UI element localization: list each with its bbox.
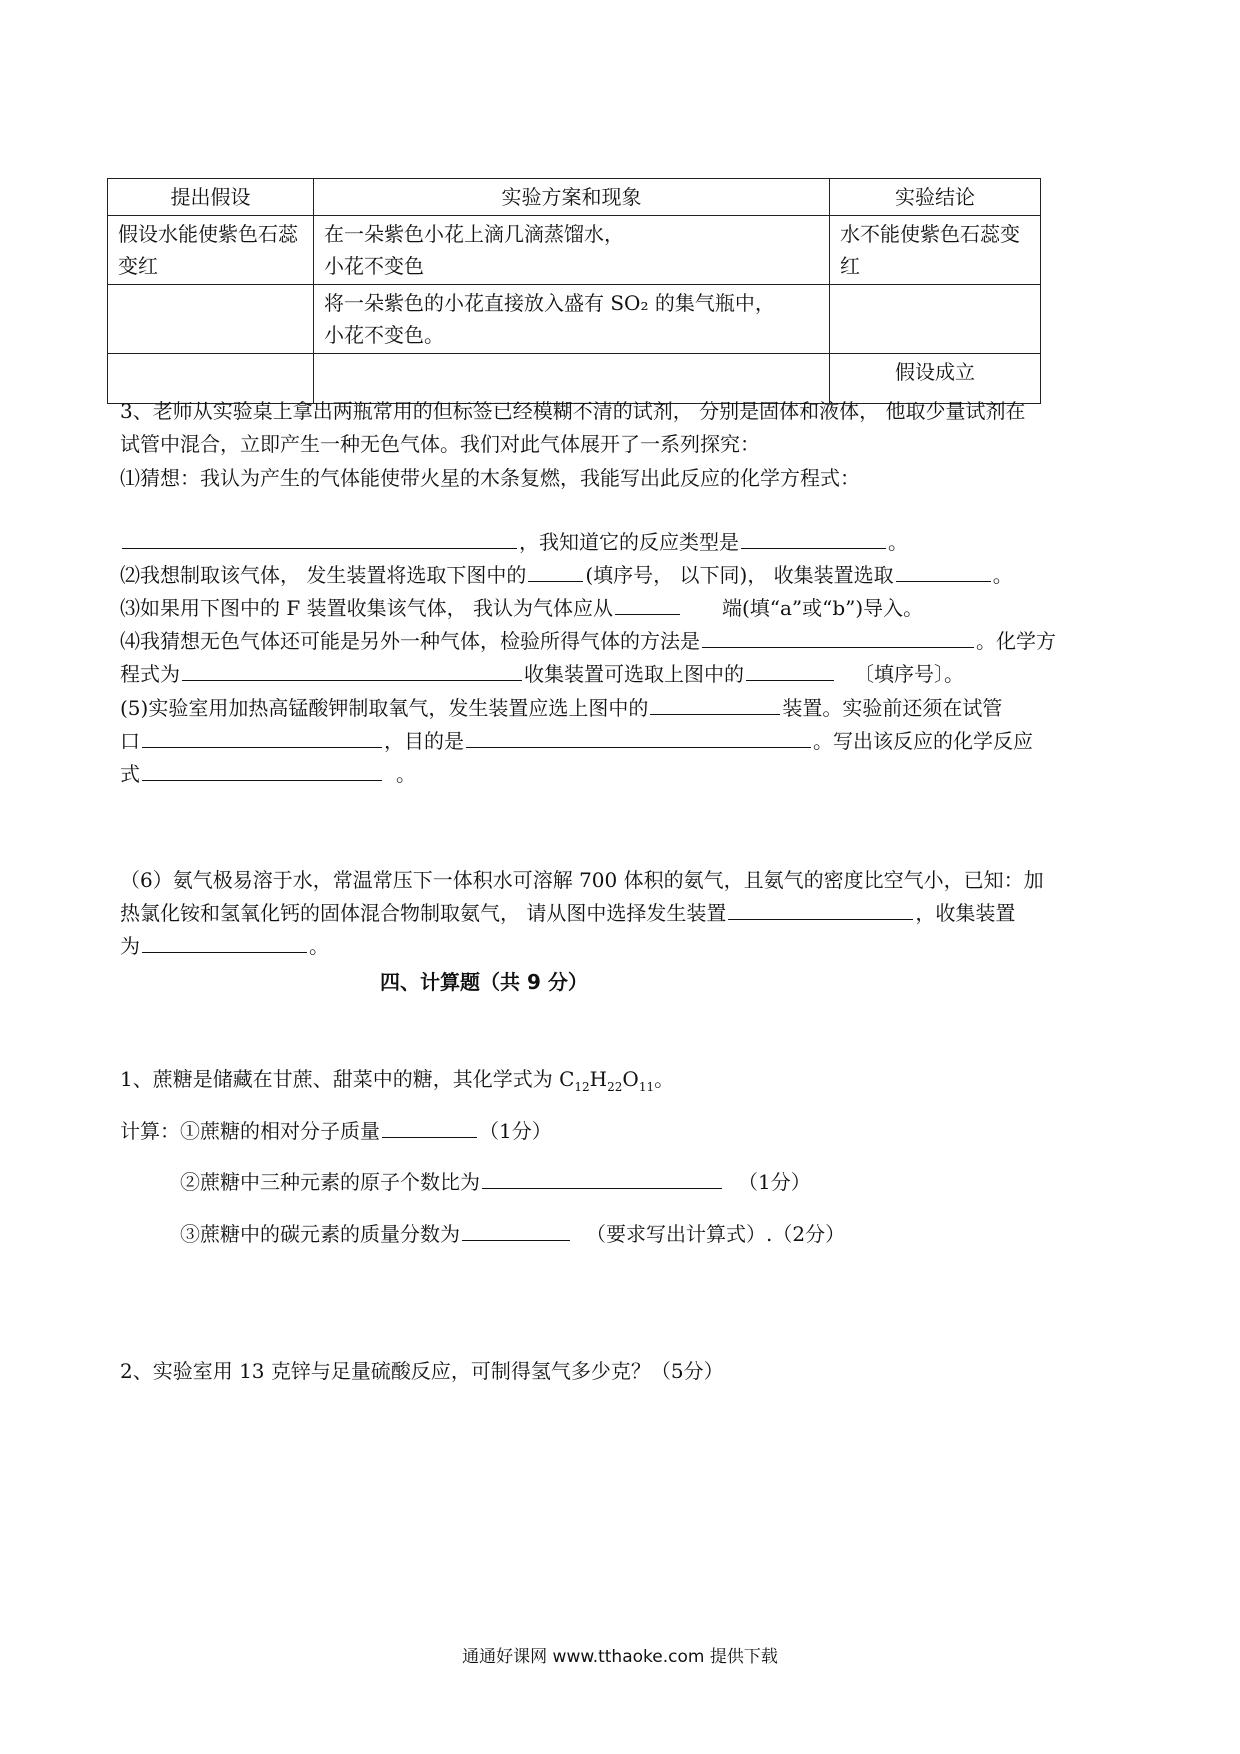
period: 。 xyxy=(654,1067,675,1091)
part4-text-e: 〔填序号〕。 xyxy=(854,662,964,686)
formula-h: H xyxy=(589,1067,608,1091)
calc-item3-score: （要求写出计算式）.（2分） xyxy=(586,1222,846,1246)
inlet-blank[interactable] xyxy=(615,592,680,615)
carbon-fraction-blank[interactable] xyxy=(462,1218,570,1241)
row1-plan-line1: 在一朵紫色小花上滴几滴蒸馏水， xyxy=(324,222,624,246)
q3-part6: （6）氨气极易溶于水，常温常压下一体积水可溶解 700 体积的氨气，且氨气的密度比空气小，已知：加 xyxy=(120,868,1044,892)
calc-item2-score: （1分） xyxy=(738,1170,811,1194)
atom-ratio-blank[interactable] xyxy=(482,1166,722,1189)
formula-sub3: 11 xyxy=(638,1080,655,1094)
row1-conclusion: 水不能使紫色石蕊变红 xyxy=(830,216,1041,285)
part2-text: ⑵我想制取该气体， 发生装置将选取下图中的 xyxy=(120,563,527,587)
header-conclusion: 实验结论 xyxy=(830,179,1041,216)
calc1-intro xyxy=(120,1063,1130,1104)
part4-text: ⑷我猜想无色气体还可能是另外一种气体，检验所得气体的方法是 xyxy=(120,629,700,653)
part5-text: (5)实验室用加热高锰酸钾制取氧气，发生装置应选上图中的 xyxy=(120,696,649,720)
part5-text-b: 装置。实验前还须在试管 xyxy=(782,696,1003,720)
q3-part3 xyxy=(120,592,1130,625)
table-row xyxy=(108,216,1041,285)
calc1-item2 xyxy=(180,1166,1190,1199)
part3-text: ⑶如果用下图中的 F 装置收集该气体， 我认为气体应从 xyxy=(120,596,613,620)
q3-part4 xyxy=(120,625,1130,658)
calc1-item1 xyxy=(120,1115,1130,1148)
tube-mouth-blank[interactable] xyxy=(142,725,382,748)
part4-text-b: 。化学方 xyxy=(976,629,1056,653)
part5-text-f: 式 xyxy=(120,762,140,786)
q3-part1: ⑴猜想：我认为产生的气体能使带火星的木条复燃，我能写出此反应的化学方程式： xyxy=(120,466,860,490)
period: 。 xyxy=(888,530,908,554)
part5-text-d: ，目的是 xyxy=(384,729,464,753)
reaction-type-blank[interactable] xyxy=(741,526,886,549)
kmno4-equation-blank[interactable] xyxy=(142,758,382,781)
header-hypothesis: 提出假设 xyxy=(108,179,314,216)
molecular-mass-blank[interactable] xyxy=(382,1115,477,1138)
table-header-row xyxy=(108,179,1041,216)
part4-text-d: 收集装置可选取上图中的 xyxy=(524,662,744,686)
q3-intro-line1: 3、老师从实验桌上拿出两瓶常用的但标签已经模糊不清的试剂， 分别是固体和液体， 他取少量试剂在 xyxy=(120,399,1026,423)
header-plan: 实验方案和现象 xyxy=(314,179,830,216)
row1-plan-line2: 小花不变色 xyxy=(324,254,424,278)
row2-plan xyxy=(314,285,830,354)
generator-blank[interactable] xyxy=(528,559,583,582)
calc1-intro-text: 1、蔗糖是储藏在甘蔗、甜菜中的糖，其化学式为 C xyxy=(120,1067,575,1091)
row2-hypothesis[interactable] xyxy=(108,285,314,354)
row1-plan xyxy=(314,216,830,285)
equation2-blank[interactable] xyxy=(182,658,522,681)
calc-item3-text: ③蔗糖中的碳元素的质量分数为 xyxy=(180,1222,460,1246)
period: 。 xyxy=(396,762,416,786)
reaction-type-label: ，我知道它的反应类型是 xyxy=(519,530,739,554)
collector-blank[interactable] xyxy=(896,559,991,582)
q3-part5-line3 xyxy=(120,758,1130,791)
calc2-question: 2、实验室用 13 克锌与足量硫酸反应，可制得氢气多少克？（5分） xyxy=(120,1359,724,1383)
formula-sub1: 12 xyxy=(574,1080,590,1094)
q3-part1-answer-line xyxy=(120,526,1130,559)
kmno4-generator-blank[interactable] xyxy=(650,692,780,715)
table-row xyxy=(108,285,1041,354)
part5-text-c: 口 xyxy=(120,729,140,753)
part5-text-e: 。写出该反应的化学反应 xyxy=(813,729,1033,753)
part3-text-b: 端(填“a”或“b”)导入。 xyxy=(721,596,924,620)
row2-plan-line1: 将一朵紫色的小花直接放入盛有 SO₂ 的集气瓶中， xyxy=(324,291,775,315)
part6-text-d: 为 xyxy=(120,934,140,958)
experiment-table xyxy=(107,178,1041,404)
section4-heading: 四、计算题（共 9 分） xyxy=(380,970,588,994)
row2-plan-line2: 小花不变色。 xyxy=(324,323,444,347)
q3-part6-line2 xyxy=(120,897,1130,930)
purpose-blank[interactable] xyxy=(466,725,811,748)
q3-intro-line2: 试管中混合，立即产生一种无色气体。我们对此气体展开了一系列探究： xyxy=(120,432,760,456)
collector2-blank[interactable] xyxy=(746,658,834,681)
part6-text-c: ，收集装置 xyxy=(915,901,1016,925)
q3-part2 xyxy=(120,559,1130,592)
test-method-blank[interactable] xyxy=(702,625,974,648)
q3-part4-line2 xyxy=(120,658,1130,691)
part6-text-b: 热氯化铵和氢氧化钙的固体混合物制取氨气， 请从图中选择发生装置 xyxy=(120,901,727,925)
calc-item2-text: ②蔗糖中三种元素的原子个数比为 xyxy=(180,1170,480,1194)
equation-blank[interactable] xyxy=(122,526,517,549)
formula-sub2: 22 xyxy=(607,1080,623,1094)
formula-o: O xyxy=(622,1067,639,1091)
row1-hypothesis: 假设水能使紫色石蕊变红 xyxy=(108,216,314,285)
q3-part6-line3 xyxy=(120,930,1130,963)
calc-item1-text: 计算：①蔗糖的相对分子质量 xyxy=(120,1119,380,1143)
row3-conclusion: 假设成立 xyxy=(830,354,1041,404)
calc1-item3 xyxy=(180,1218,1190,1251)
period: 。 xyxy=(992,563,1013,587)
part2-text-b: (填序号， 以下同)， 收集装置选取 xyxy=(585,563,894,587)
q3-part5 xyxy=(120,692,1130,725)
row2-conclusion[interactable] xyxy=(830,285,1041,354)
nh3-generator-blank[interactable] xyxy=(728,897,913,920)
footer-credit: 通通好课网 www.tthaoke.com 提供下载 xyxy=(462,1647,778,1667)
calc-item1-score: （1分） xyxy=(479,1119,552,1143)
nh3-collector-blank[interactable] xyxy=(142,930,307,953)
part4-text-c: 程式为 xyxy=(120,662,180,686)
q3-part5-line2 xyxy=(120,725,1130,758)
period: 。 xyxy=(309,934,329,958)
